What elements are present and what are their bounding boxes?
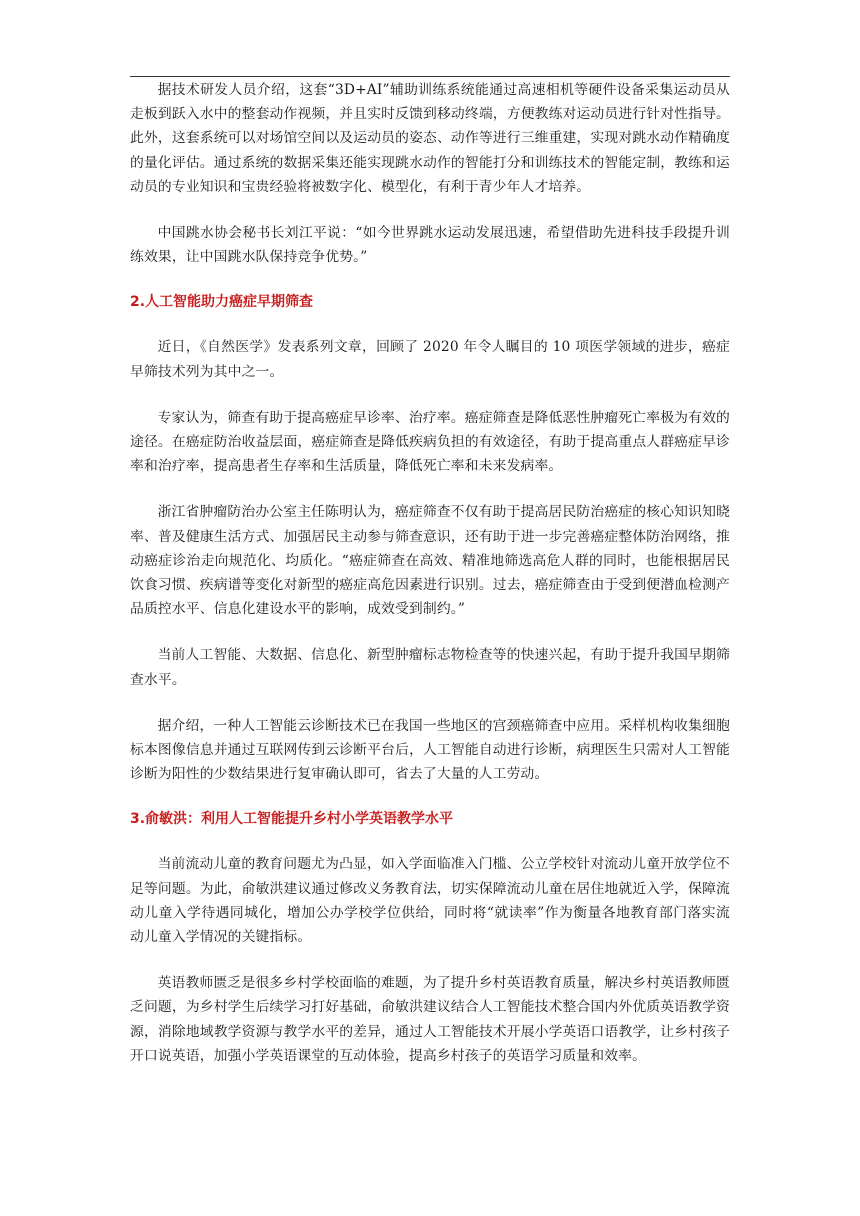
paragraph-zhejiang-office: 浙江省肿瘤防治办公室主任陈明认为，癌症筛查不仅有助于提高居民防治癌症的核心知识知晓率、普及健康生活方式、加强居民主动参与筛查意识，还有助于进一步完善癌症整体防治网络，推动癌症诊治走向规范化、均质化。“癌症筛查在高效、精准地筛选高危人群的同时，也能根据居民饮食习惯、疾病谱等变化对新型的癌症高危因素进行识别。过去，癌症筛查由于受到便潜血检测产品质控水平、信息化建设水平的影响，成效受到制约。” <box>130 504 730 618</box>
header-rule <box>130 76 730 77</box>
paragraph-english-teachers: 英语教师匮乏是很多乡村学校面临的难题，为了提升乡村英语教育质量，解决乡村英语教师匮乏问题，为乡村学生后续学习打好基础，俞敏洪建议结合人工智能技术整合国内外优质英语教学资源，消除地域教学资源与教学水平的差异，通过人工智能技术开展小学英语口语教学，让乡村孩子开口说英语，加强小学英语课堂的互动体验，提高乡村孩子的英语学习质量和效率。 <box>130 975 730 1064</box>
paragraph-diving-quote: 中国跳水协会秘书长刘江平说：“如今世界跳水运动发展迅速，希望借助先进科技手段提升训练效果，让中国跳水队保持竞争优势。” <box>130 225 730 266</box>
section-heading-rural-english: 3.俞敏洪：利用人工智能提升乡村小学英语教学水平 <box>130 811 454 828</box>
paragraph-cloud-diagnosis: 据介绍，一种人工智能云诊断技术已在我国一些地区的宫颈癌筛查中应用。采样机构收集细胞标本图像信息并通过互联网传到云诊断平台后，人工智能自动进行诊断，病理医生只需对人工智能诊断为阳性的少数结果进行复审确认即可，省去了大量的人工劳动。 <box>130 717 730 783</box>
paragraph-ai-bigdata: 当前人工智能、大数据、信息化、新型肿瘤标志物检查等的快速兴起，有助于提升我国早期筛查水平。 <box>130 647 730 688</box>
paragraph-nature-medicine: 近日，《自然医学》发表系列文章，回顾了 2020 年令人瞩目的 10 项医学领域的进步，癌症早筛技术列为其中之一。 <box>130 339 730 380</box>
paragraph-migrant-children: 当前流动儿童的教育问题尤为凸显，如入学面临准入门槛、公立学校针对流动儿童开放学位不足等问题。为此，俞敏洪建议通过修改义务教育法，切实保障流动儿童在居住地就近入学，保障流动儿童入学待遇同城化，增加公办学校学位供给，同时将“就读率”作为衡量各地教育部门落实流动儿童入学情况的关键指标。 <box>130 856 730 946</box>
section-heading-cancer-screening: 2.人工智能助力癌症早期筛查 <box>130 294 314 311</box>
paragraph-diving-system: 据技术研发人员介绍，这套“3D+AI”辅助训练系统能通过高速相机等硬件设备采集运动员从走板到跃入水中的整套动作视频，并且实时反馈到移动终端，方便教练对运动员进行针对性指导。此外，这套系统可以对场馆空间以及运动员的姿态、动作等进行三维重建，实现对跳水动作精确度的量化评估。通过系统的数据采集还能实现跳水动作的智能打分和训练技术的智能定制，教练和运动员的专业知识和宝贵经验将被数字化、模型化，有利于青少年人才培养。 <box>130 82 730 195</box>
article-body <box>130 78 730 1090</box>
paragraph-expert-opinion: 专家认为，筛查有助于提高癌症早诊率、治疗率。癌症筛查是降低恶性肿瘤死亡率极为有效的途径。在癌症防治收益层面，癌症筛查是降低疾病负担的有效途径，有助于提高重点人群癌症早诊率和治疗率，提高患者生存率和生活质量，降低死亡率和未来发病率。 <box>130 409 730 475</box>
